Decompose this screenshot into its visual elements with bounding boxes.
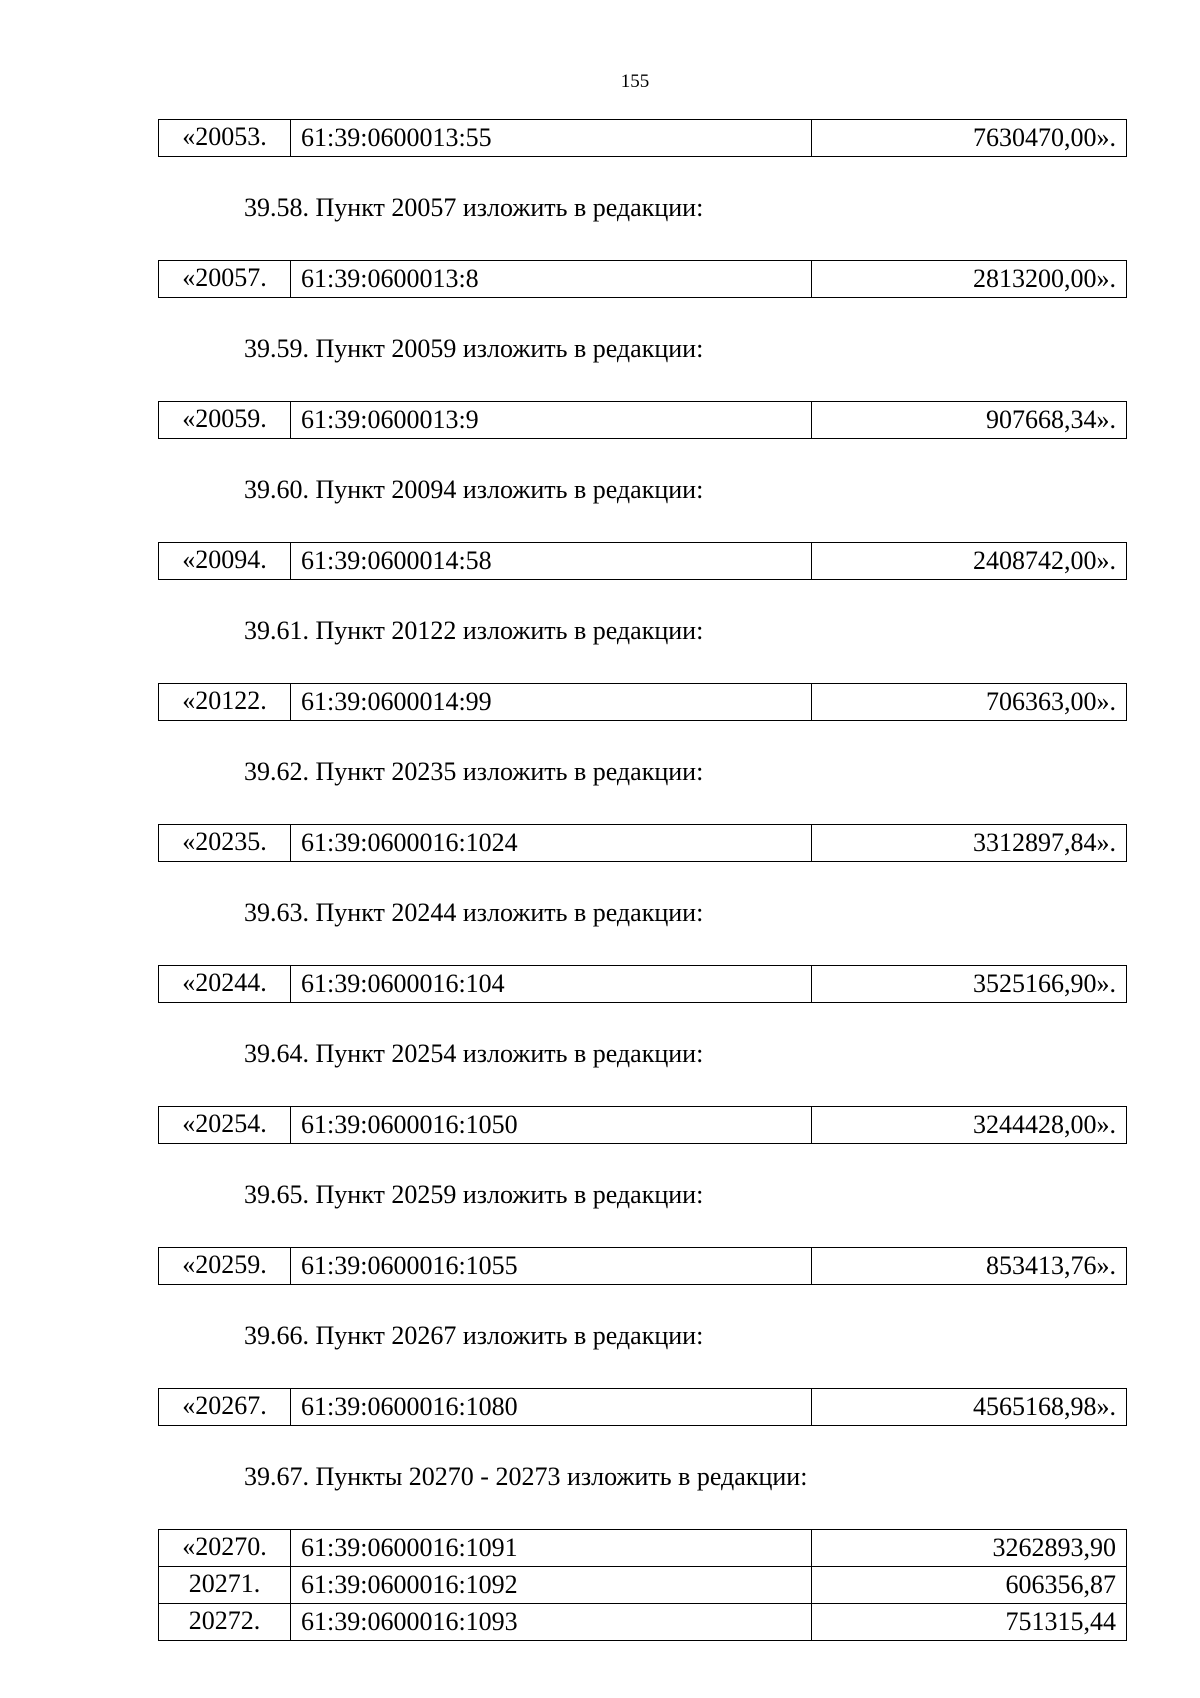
cadastral-value: 4565168,98». [812, 1389, 1127, 1426]
item-table [158, 1529, 1127, 1641]
cadastral-value: 751315,44 [812, 1604, 1127, 1641]
table-row [159, 966, 1127, 1003]
cadastral-number: 61:39:0600014:99 [291, 684, 812, 721]
table-row [159, 120, 1127, 157]
table-row [159, 684, 1127, 721]
cadastral-value: 3244428,00». [812, 1107, 1127, 1144]
item-table [158, 1388, 1127, 1426]
amendment-heading: 39.67. Пункты 20270 - 20273 изложить в редакции: [244, 1462, 808, 1491]
table-row [159, 1604, 1127, 1641]
cadastral-value: 907668,34». [812, 402, 1127, 439]
item-number: «20244. [159, 966, 291, 1003]
item-table [158, 260, 1127, 298]
item-number: «20122. [159, 684, 291, 721]
cadastral-value: 853413,76». [812, 1248, 1127, 1285]
item-number: «20270. [159, 1530, 291, 1567]
document-body [158, 119, 1126, 1641]
cadastral-number: 61:39:0600014:58 [291, 543, 812, 580]
item-number: «20259. [159, 1248, 291, 1285]
amendment-heading: 39.59. Пункт 20059 изложить в редакции: [244, 334, 704, 363]
item-number: «20057. [159, 261, 291, 298]
item-table [158, 542, 1127, 580]
item-number: 20272. [159, 1604, 291, 1641]
item-table [158, 401, 1127, 439]
amendment-heading: 39.63. Пункт 20244 изложить в редакции: [244, 898, 704, 927]
item-table [158, 1106, 1127, 1144]
amendment-heading: 39.65. Пункт 20259 изложить в редакции: [244, 1180, 704, 1209]
item-number: «20053. [159, 120, 291, 157]
cadastral-value: 606356,87 [812, 1567, 1127, 1604]
table-row [159, 825, 1127, 862]
cadastral-value: 3312897,84». [812, 825, 1127, 862]
cadastral-value: 2813200,00». [812, 261, 1127, 298]
cadastral-value: 3525166,90». [812, 966, 1127, 1003]
amendment-heading: 39.66. Пункт 20267 изложить в редакции: [244, 1321, 704, 1350]
table-row [159, 1248, 1127, 1285]
cadastral-number: 61:39:0600016:1055 [291, 1248, 812, 1285]
cadastral-value: 7630470,00». [812, 120, 1127, 157]
item-table [158, 1247, 1127, 1285]
item-table [158, 683, 1127, 721]
item-number: «20254. [159, 1107, 291, 1144]
item-table [158, 965, 1127, 1003]
cadastral-number: 61:39:0600016:1091 [291, 1530, 812, 1567]
table-row [159, 543, 1127, 580]
item-number: «20235. [159, 825, 291, 862]
cadastral-number: 61:39:0600016:1092 [291, 1567, 812, 1604]
amendment-heading: 39.61. Пункт 20122 изложить в редакции: [244, 616, 704, 645]
cadastral-value: 706363,00». [812, 684, 1127, 721]
item-number: «20059. [159, 402, 291, 439]
cadastral-number: 61:39:0600016:1093 [291, 1604, 812, 1641]
item-table [158, 119, 1127, 157]
table-row [159, 402, 1127, 439]
cadastral-number: 61:39:0600016:1080 [291, 1389, 812, 1426]
item-table [158, 824, 1127, 862]
page-number: 155 [620, 71, 650, 92]
table-row [159, 261, 1127, 298]
cadastral-number: 61:39:0600016:1024 [291, 825, 812, 862]
cadastral-number: 61:39:0600016:104 [291, 966, 812, 1003]
amendment-heading: 39.62. Пункт 20235 изложить в редакции: [244, 757, 704, 786]
amendment-heading: 39.58. Пункт 20057 изложить в редакции: [244, 193, 704, 222]
cadastral-number: 61:39:0600013:9 [291, 402, 812, 439]
cadastral-number: 61:39:0600013:8 [291, 261, 812, 298]
cadastral-number: 61:39:0600016:1050 [291, 1107, 812, 1144]
table-row [159, 1389, 1127, 1426]
amendment-heading: 39.64. Пункт 20254 изложить в редакции: [244, 1039, 704, 1068]
cadastral-value: 2408742,00». [812, 543, 1127, 580]
amendment-heading: 39.60. Пункт 20094 изложить в редакции: [244, 475, 704, 504]
table-row [159, 1567, 1127, 1604]
item-number: «20094. [159, 543, 291, 580]
item-number: «20267. [159, 1389, 291, 1426]
item-number: 20271. [159, 1567, 291, 1604]
table-row [159, 1530, 1127, 1567]
cadastral-number: 61:39:0600013:55 [291, 120, 812, 157]
table-row [159, 1107, 1127, 1144]
cadastral-value: 3262893,90 [812, 1530, 1127, 1567]
